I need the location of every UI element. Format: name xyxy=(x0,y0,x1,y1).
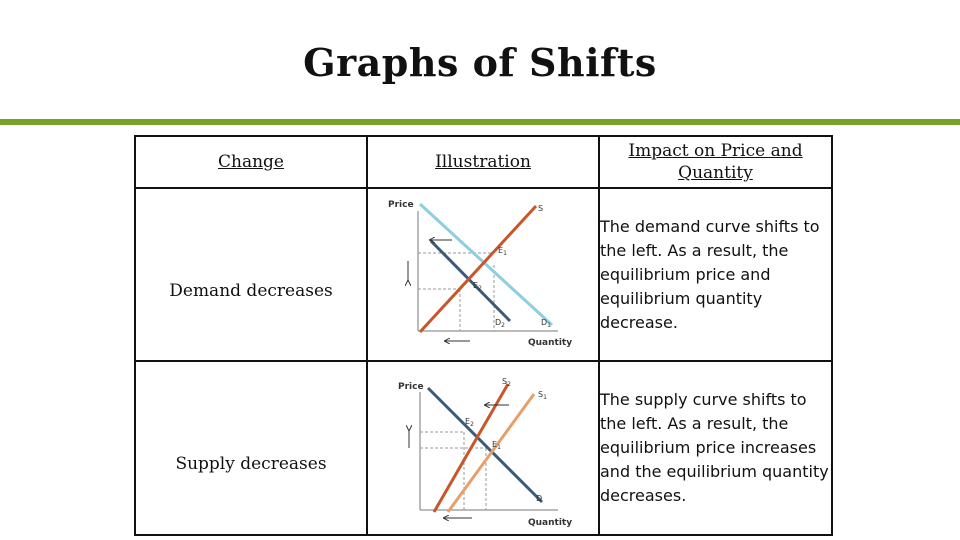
change-cell xyxy=(135,188,367,361)
y-axis-label: Price xyxy=(398,382,424,392)
header-change: Change xyxy=(135,136,367,188)
impact-cell: The supply curve shifts to the left. As a result, the equilibrium price increases and the equilibrium quantity decreases. xyxy=(599,361,832,535)
x-axis-label: Quantity xyxy=(528,518,573,528)
label-d: D xyxy=(536,494,543,503)
label-d2: $D_2$ xyxy=(495,318,505,329)
supply-shift-graph xyxy=(368,362,598,530)
header-illustration: Illustration xyxy=(367,136,599,188)
label-s1: $S_1$ xyxy=(538,390,547,401)
label-e2: $E_2$ xyxy=(473,281,482,292)
change-label: Demand decreases xyxy=(169,280,333,301)
label-e2: $E_2$ xyxy=(465,417,474,428)
illustration-cell xyxy=(367,188,599,361)
header-impact: Impact on Price and Quantity xyxy=(599,136,832,188)
label-e1: $E_1$ xyxy=(492,440,501,451)
x-axis-label: Quantity xyxy=(528,338,573,348)
change-label: Supply decreases xyxy=(175,454,327,474)
slide-title: Graphs of Shifts xyxy=(303,40,657,85)
label-s: S xyxy=(538,204,544,213)
shifts-table xyxy=(134,135,833,536)
table-row xyxy=(135,361,832,535)
accent-rule xyxy=(0,119,960,125)
supply-curve-s xyxy=(420,206,536,332)
header-row xyxy=(135,136,832,188)
y-axis-label: Price xyxy=(388,200,414,210)
label-d1: $D_1$ xyxy=(541,318,551,329)
table-row xyxy=(135,188,832,361)
illustration-cell xyxy=(367,361,599,535)
label-s2: $S_2$ xyxy=(502,377,511,388)
demand-curve-d1 xyxy=(420,204,552,325)
impact-cell: The demand curve shifts to the left. As a result, the equilibrium price and equilibrium quantity decrease. xyxy=(599,188,832,361)
label-e1: $E_1$ xyxy=(498,246,507,257)
change-cell xyxy=(135,361,367,535)
demand-shift-graph xyxy=(368,189,598,356)
